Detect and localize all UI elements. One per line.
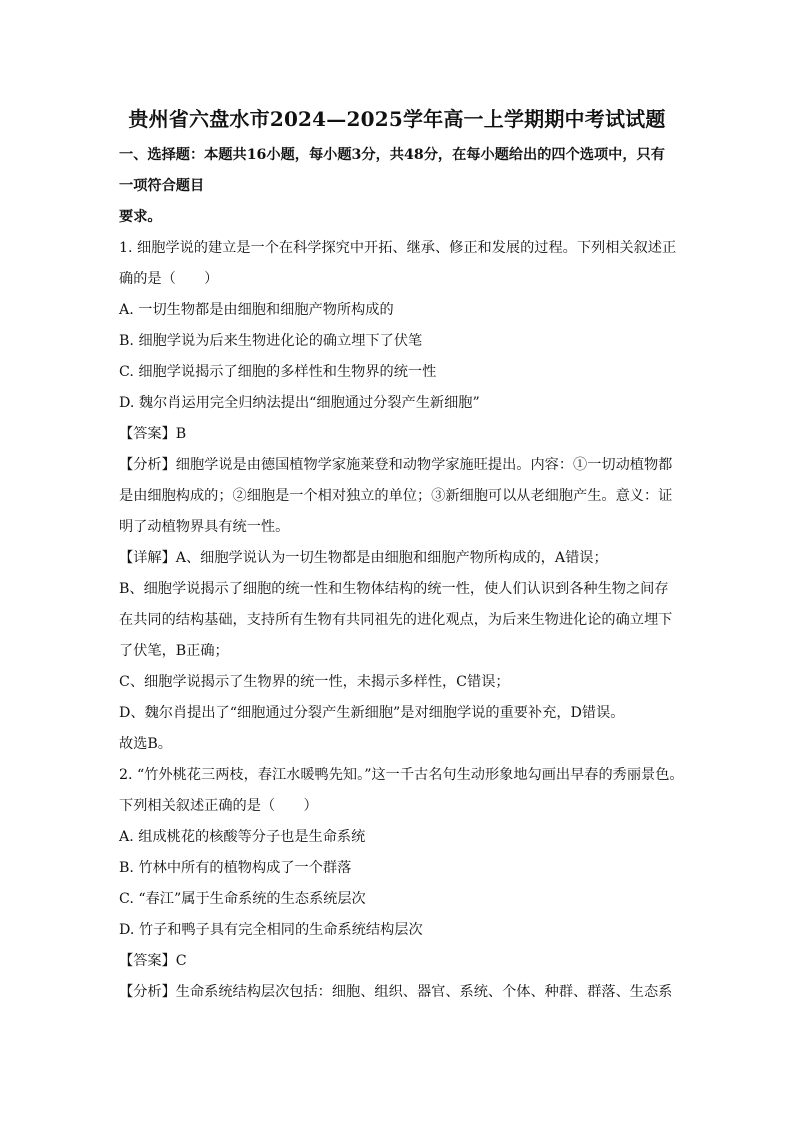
question-2-stem: 下列相关叙述正确的是（ ） <box>119 798 318 814</box>
question-2-option-b: B. 竹林中所有的植物构成了一个群落 <box>119 860 352 876</box>
question-1-option-c: C. 细胞学说揭示了细胞的多样性和生物界的统一性 <box>119 364 437 380</box>
question-1-stem: 1. 细胞学说的建立是一个在科学探究中开拓、继承、修正和发展的过程。下列相关叙述正 <box>119 240 677 256</box>
question-1-explanation: 了伏笔，B正确； <box>119 643 229 659</box>
section-instruction: 一、选择题：本题共16小题，每小题3分，共48分，在每小题给出的四个选项中，只有 <box>119 147 665 163</box>
question-1-stem: 确的是（ ） <box>119 271 219 287</box>
question-1-explanation: 在共同的结构基础，支持所有生物有共同祖先的进化观点，为后来生物进化论的确立埋下 <box>119 612 673 628</box>
question-1-analysis: 是由细胞构成的；②细胞是一个相对独立的单位；③新细胞可以从老细胞产生。意义：证 <box>119 488 673 504</box>
section-instruction: 一项符合题目 <box>119 178 205 194</box>
question-1-conclusion: 故选B。 <box>119 736 172 752</box>
question-1-explanation: 【详解】A、细胞学说认为一切生物都是由细胞和细胞产物所构成的，A错误； <box>119 550 608 566</box>
question-2-option-c: C. “春江”属于生命系统的生态系统层次 <box>119 891 366 907</box>
question-1-option-a: A. 一切生物都是由细胞和细胞产物所构成的 <box>119 302 394 318</box>
question-2-answer: 【答案】C <box>119 953 187 969</box>
question-1-answer: 【答案】B <box>119 426 187 442</box>
section-instruction: 要求。 <box>119 209 162 225</box>
question-1-analysis: 【分析】细胞学说是由德国植物学家施莱登和动物学家施旺提出。内容：①一切动植物都 <box>119 457 673 473</box>
page-title: 贵州省六盘水市2024—2025学年高一上学期期中考试试题 <box>128 107 666 131</box>
question-2-option-a: A. 组成桃花的核酸等分子也是生命系统 <box>119 829 366 845</box>
question-1-explanation: D、魏尔肖提出了“细胞通过分裂产生新细胞”是对细胞学说的重要补充，D错误。 <box>119 705 625 721</box>
question-1-option-d: D. 魏尔肖运用完全归纳法提出“细胞通过分裂产生新细胞” <box>119 395 480 411</box>
question-2-option-d: D. 竹子和鸭子具有完全相同的生命系统结构层次 <box>119 922 423 938</box>
question-1-explanation: B、细胞学说揭示了细胞的统一性和生物体结构的统一性，使人们认识到各种生物之间存 <box>119 581 669 597</box>
question-2-analysis: 【分析】生命系统结构层次包括：细胞、组织、器官、系统、个体、种群、群落、生态系 <box>119 984 673 1000</box>
question-2-stem: 2. “竹外桃花三两枝，春江水暖鸭先知。”这一千古名句生动形象地勾画出早春的秀丽景色。 <box>119 767 684 783</box>
question-1-explanation: C、细胞学说揭示了生物界的统一性，未揭示多样性，C错误； <box>119 674 510 690</box>
question-1-option-b: B. 细胞学说为后来生物进化论的确立埋下了伏笔 <box>119 333 423 349</box>
question-1-analysis: 明了动植物界具有统一性。 <box>119 519 290 535</box>
